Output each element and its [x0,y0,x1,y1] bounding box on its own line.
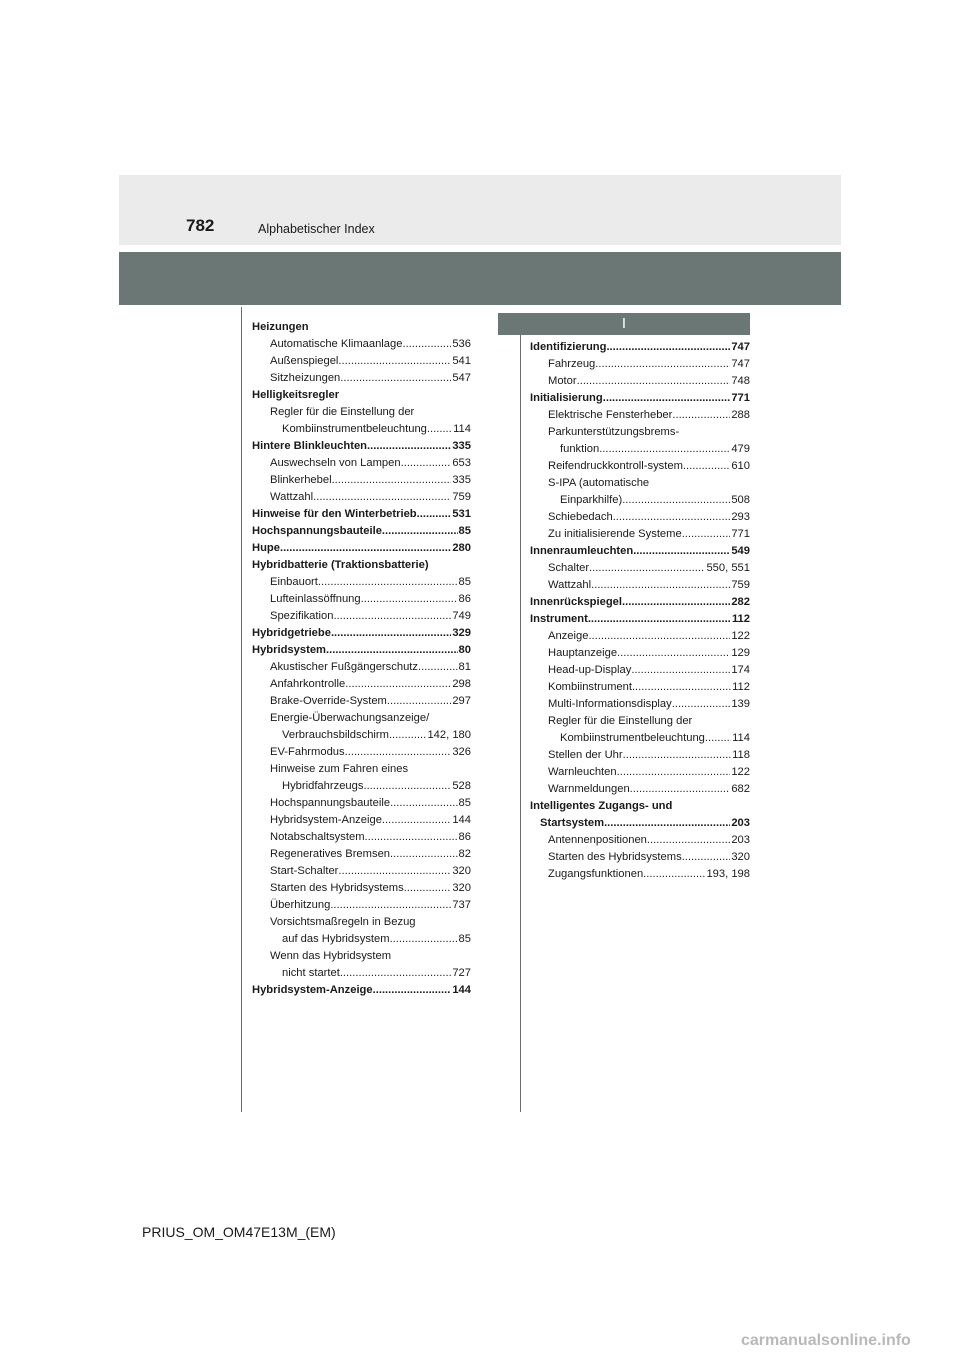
dot-leader [622,594,730,611]
dot-leader [647,832,730,849]
index-entry [530,747,750,764]
index-entry [252,676,471,693]
index-entry-page: 203 [731,817,750,829]
index-entry-page: 114 [453,423,471,435]
index-entry [252,897,471,914]
index-entry-label: Hauptanzeige [548,647,618,659]
dot-leader [705,730,731,747]
index-entry-label: Initialisierung [530,392,603,404]
index-entry-label: Startsystem [540,817,605,829]
index-entry-label: Hybridgetriebe [252,627,331,639]
index-entry [252,863,471,880]
index-entry-page: 682 [731,783,750,795]
index-heading-line: Regler für die Einstellung der [548,715,693,727]
index-entry-label: Anzeige [548,630,589,642]
index-entry-page: 282 [731,596,750,608]
dot-leader [331,625,451,642]
index-entry-page: 653 [452,457,471,469]
index-entry [252,540,471,557]
index-entry-page: 86 [458,593,471,605]
index-entry [530,849,750,866]
dot-leader [345,744,452,761]
index-entry-page: 541 [452,355,471,367]
index-entry-page: 320 [731,851,750,863]
index-entry-label: Reifendruckkontroll-system [548,460,683,472]
index-entry-page: 610 [731,460,750,472]
index-entry-label: Hochspannungsbauteile [270,797,391,809]
dot-leader [617,645,730,662]
index-entry-page: 771 [731,392,750,404]
index-entry-page: 122 [731,630,750,642]
header-band [119,175,841,245]
dot-leader [683,458,730,475]
dot-leader [682,526,731,543]
index-entry-label: Verbrauchsbildschirm [282,729,389,741]
index-entry [530,662,750,679]
index-entry-label: Identifizierung [530,341,607,353]
index-entry [252,982,471,999]
index-entry [530,764,750,781]
index-entry-page: 298 [452,678,471,690]
index-entry-label: Hinweise für den Winterbetrieb [252,508,417,520]
dot-leader [589,560,705,577]
index-entry [252,965,471,982]
index-heading-line: Hybridbatterie (Traktionsbatterie) [252,559,429,571]
index-entry-label: Start-Schalter [270,865,339,877]
index-entry [530,390,750,407]
dot-leader [604,815,730,832]
index-heading-line: Energie-Überwachungsanzeige/ [270,712,430,724]
index-entry-page: 547 [452,372,471,384]
dot-leader [326,642,458,659]
index-entry-page: 86 [458,831,471,843]
index-entry-label: Starten des Hybridsystems [548,851,682,863]
index-entry-page: 112 [731,613,750,625]
dot-leader [363,778,451,795]
index-entry [530,441,750,458]
dot-leader [338,863,451,880]
index-heading-line: Hinweise zum Fahren eines [270,763,409,775]
index-entry-label: Notabschaltsystem [270,831,365,843]
index-entry-label: Wattzahl [548,579,592,591]
index-entry-label: Brake-Override-System [270,695,387,707]
index-entry-page: 114 [732,732,750,744]
index-entry [252,438,471,455]
dot-leader [633,543,730,560]
index-entry-label: Warnleuchten [548,766,617,778]
index-entry-label: Zugangsfunktionen [548,868,644,880]
index-entry-label: Hintere Blinkleuchten [252,440,368,452]
dot-leader [632,679,731,696]
index-entry-label: Einbauort [270,576,318,588]
index-entry-page: 748 [731,375,750,387]
index-entry-page: 85 [458,933,471,945]
index-heading-line: Helligkeitsregler [252,389,340,401]
dot-leader [595,356,730,373]
index-entry [252,795,471,812]
index-entry-label: funktion [560,443,600,455]
dot-leader [606,339,730,356]
index-entry-label: Innenrückspiegel [530,596,623,608]
index-entry-page: 118 [732,749,750,761]
index-entry-label: Außenspiegel [270,355,339,367]
index-entry-page: 549 [731,545,750,557]
index-entry-label: Antennenpositionen [548,834,647,846]
index-entry-page: 129 [731,647,750,659]
index-entry-label: Schalter [548,562,590,574]
index-entry [530,458,750,475]
index-entry [252,744,471,761]
index-entry-label: Multi-Informationsdisplay [548,698,672,710]
index-entry [252,727,471,744]
index-entry-page: 335 [452,440,471,452]
index-entry-page: 479 [731,443,750,455]
dot-leader [631,662,730,679]
index-entry [530,815,750,832]
index-entry [252,353,471,370]
dot-leader [672,407,730,424]
dot-leader [622,492,730,509]
dot-leader [387,693,451,710]
index-letter-header: I [498,313,750,335]
index-entry-page: 144 [452,984,471,996]
dot-leader [672,696,731,713]
index-entry-label: EV-Fahrmodus [270,746,345,758]
dot-leader [588,611,731,628]
index-entry-label: Spezifikation [270,610,334,622]
index-entry-page: 142, 180 [427,729,471,741]
dot-leader [613,509,731,526]
index-entry-label: Hybridsystem-Anzeige [270,814,382,826]
dot-leader [382,523,458,540]
dot-leader [333,608,451,625]
dot-leader [617,764,731,781]
dot-leader [682,849,731,866]
section-title: Alphabetischer Index [258,222,375,236]
index-entry [530,407,750,424]
dot-leader [390,846,458,863]
index-entry-page: 174 [731,664,750,676]
index-entry [252,812,471,829]
index-entry-page: 747 [731,358,750,370]
index-entry [530,543,750,560]
index-entry-label: Sitzheizungen [270,372,341,384]
index-entry-label: Warnmeldungen [548,783,630,795]
index-entry [252,489,471,506]
dot-leader [418,659,458,676]
dot-leader [345,676,451,693]
index-entry-page: 85 [458,797,471,809]
index-entry-page: 536 [452,338,471,350]
index-entry [530,509,750,526]
index-entry-page: 759 [731,579,750,591]
index-entry-page: 293 [731,511,750,523]
index-entry [252,591,471,608]
index-entry [530,645,750,662]
dot-leader [643,866,705,883]
index-entry [530,594,750,611]
index-entry [252,659,471,676]
index-entry-label: Überhitzung [270,899,331,911]
index-entry-page: 759 [452,491,471,503]
index-entry-page: 749 [452,610,471,622]
index-entry [530,679,750,696]
index-entry-label: Akustischer Fußgängerschutz [270,661,418,673]
index-entry-label: Anfahrkontrolle [270,678,346,690]
index-entry [252,523,471,540]
index-entry-page: 550, 551 [706,562,750,574]
index-entry-label: Kombiinstrument [548,681,632,693]
dot-leader [623,747,732,764]
dot-leader [603,390,731,407]
index-entry-label: Innenraumleuchten [530,545,634,557]
dot-leader [404,880,452,897]
index-entry-page: 85 [458,525,471,537]
dot-leader [389,727,426,744]
index-entry [530,356,750,373]
dot-leader [630,781,731,798]
index-entry [530,781,750,798]
index-entry-page: 320 [452,865,471,877]
index-entry-label: Hupe [252,542,280,554]
index-entry-label: Hochspannungsbauteile [252,525,382,537]
header-dark-band [119,252,841,305]
index-entry-label: auf das Hybridsystem [282,933,390,945]
index-heading-line: S-IPA (automatische [548,477,650,489]
index-heading-line: Intelligentes Zugangs- und [530,800,673,812]
index-entry [252,336,471,353]
index-entry [252,421,471,438]
index-entry [530,526,750,543]
index-entry-page: 122 [731,766,750,778]
index-heading-line: Regler für die Einstellung der [270,406,415,418]
index-entry-page: 320 [452,882,471,894]
document-code: PRIUS_OM_OM47E13M_(EM) [142,1224,336,1240]
index-entry [252,608,471,625]
dot-leader [599,441,730,458]
index-heading-line: Parkunterstützungsbrems- [548,426,680,438]
index-entry-label: Starten des Hybridsystems [270,882,404,894]
index-column-right [530,339,750,883]
dot-leader [427,421,452,438]
dot-leader [313,489,451,506]
dot-leader [417,506,452,523]
index-entry-page: 112 [732,681,750,693]
dot-leader [340,370,451,387]
index-entry-label: nicht startet [282,967,340,979]
dot-leader [340,965,452,982]
dot-leader [390,795,457,812]
index-entry [252,455,471,472]
dot-leader [577,373,731,390]
dot-leader [373,982,452,999]
index-entry-label: Automatische Klimaanlage [270,338,403,350]
index-entry-label: Hybridfahrzeugs [282,780,364,792]
index-entry [252,880,471,897]
dot-leader [280,540,451,557]
column-divider-left [241,307,242,1112]
index-entry-page: 80 [458,644,471,656]
index-entry-page: 737 [452,899,471,911]
dot-leader [367,438,451,455]
dot-leader [332,472,452,489]
index-entry-label: Regeneratives Bremsen [270,848,391,860]
index-entry-page: 82 [458,848,471,860]
dot-leader [330,897,451,914]
index-entry-label: Lufteinlassöffnung [270,593,361,605]
index-entry-page: 508 [731,494,750,506]
index-entry [252,846,471,863]
dot-leader [365,829,458,846]
dot-leader [390,931,458,948]
dot-leader [401,455,452,472]
index-entry-page: 144 [452,814,471,826]
index-entry [252,931,471,948]
index-entry [530,577,750,594]
index-entry-page: 727 [452,967,471,979]
index-entry-label: Hybridsystem [252,644,326,656]
index-entry [252,778,471,795]
index-entry-page: 280 [452,542,471,554]
index-entry [530,560,750,577]
index-entry-page: 528 [452,780,471,792]
watermark: carmanualsonline.info [741,1332,911,1349]
index-entry [530,373,750,390]
dot-leader [318,574,458,591]
index-entry-label: Elektrische Fensterheber [548,409,673,421]
index-entry-label: Kombiinstrumentbeleuchtung [560,732,705,744]
index-entry-page: 771 [731,528,750,540]
index-entry-label: Auswechseln von Lampen [270,457,401,469]
index-entry-page: 747 [731,341,750,353]
index-entry-label: Blinkerhebel [270,474,332,486]
index-entry-page: 288 [731,409,750,421]
dot-leader [591,577,730,594]
index-entry [252,829,471,846]
index-entry-label: Head-up-Display [548,664,632,676]
index-entry [530,730,750,747]
index-entry [252,506,471,523]
index-column-left [252,319,471,999]
dot-leader [382,812,451,829]
dot-leader [588,628,730,645]
index-entry [252,642,471,659]
index-entry [530,628,750,645]
index-entry-page: 203 [731,834,750,846]
column-divider-middle [520,335,521,1112]
index-entry [252,370,471,387]
index-entry [530,832,750,849]
index-entry-page: 335 [452,474,471,486]
dot-leader [338,353,451,370]
index-entry [252,693,471,710]
index-entry-label: Wattzahl [270,491,314,503]
index-heading-line: Wenn das Hybridsystem [270,950,392,962]
index-entry [252,574,471,591]
index-entry-label: Kombiinstrumentbeleuchtung [282,423,427,435]
index-entry-page: 85 [458,576,471,588]
index-entry-label: Fahrzeug [548,358,596,370]
index-entry-label: Zu initialisierende Systeme [548,528,682,540]
index-entry-page: 326 [452,746,471,758]
index-entry-page: 531 [452,508,471,520]
index-entry-page: 193, 198 [706,868,750,880]
index-entry [530,492,750,509]
index-entry [530,696,750,713]
index-heading-line: Heizungen [252,321,309,333]
page-number: 782 [186,216,215,235]
index-entry-label: Motor [548,375,577,387]
index-entry-page: 297 [452,695,471,707]
index-entry-page: 81 [458,661,471,673]
index-entry [252,472,471,489]
index-entry [530,866,750,883]
index-entry-label: Instrument [530,613,588,625]
index-entry-page: 329 [452,627,471,639]
index-entry-page: 139 [731,698,750,710]
dot-leader [402,336,451,353]
index-heading-line: Vorsichtsmaßregeln in Bezug [270,916,416,928]
index-entry [252,625,471,642]
index-entry [530,339,750,356]
index-entry-label: Einparkhilfe) [560,494,623,506]
index-entry-label: Schiebedach [548,511,613,523]
dot-leader [361,591,458,608]
index-entry-label: Stellen der Uhr [548,749,623,761]
index-entry [530,611,750,628]
index-entry-label: Hybridsystem-Anzeige [252,984,373,996]
